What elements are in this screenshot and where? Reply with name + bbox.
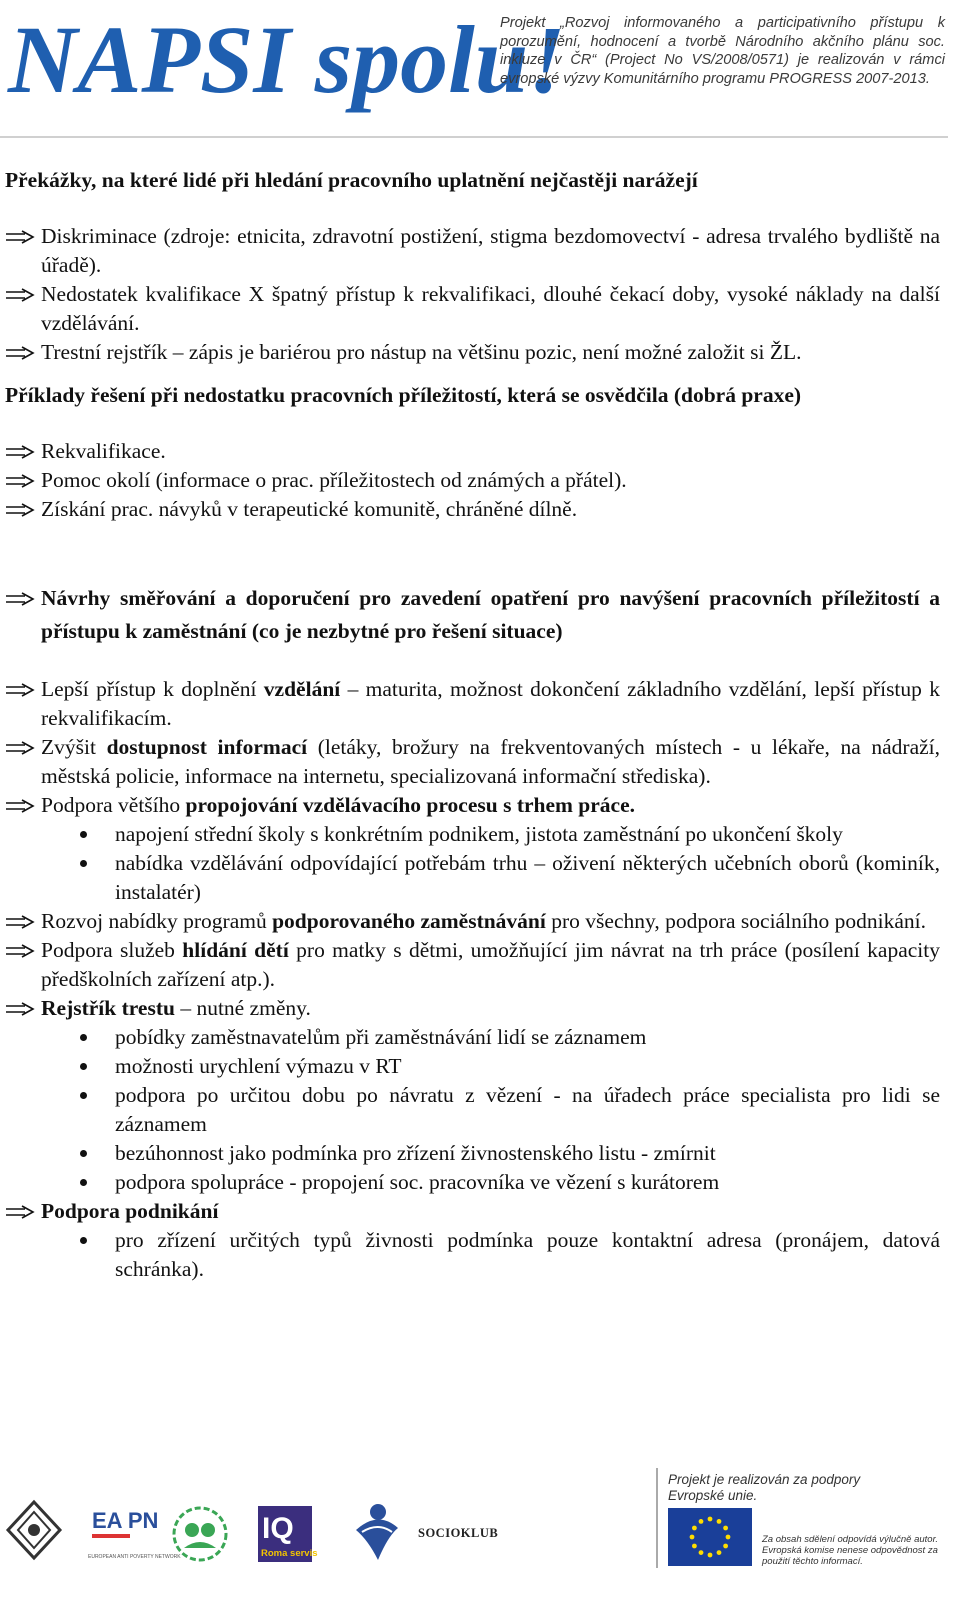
- eu-star: [708, 1553, 713, 1558]
- section-heading-obstacles: Překážky, na které lidé při hledání pracovního uplatnění nejčastěji narážejí: [5, 168, 698, 192]
- sub-list-item-text: možnosti urychlení výmazu v RT: [115, 1054, 402, 1078]
- sub-list-item: [5, 849, 940, 907]
- emphasis: hlídání dětí: [182, 938, 289, 962]
- list-item-text: Lepší přístup k doplnění: [41, 677, 264, 701]
- arrow-right-icon: [5, 994, 35, 1023]
- napsi-spolu-logo: [2, 0, 566, 125]
- list-item-text: Zvýšit: [41, 735, 107, 759]
- eapn-logo-icon: [88, 1504, 181, 1562]
- list-item-text: Rekvalifikace.: [41, 439, 166, 463]
- arrow-right-icon: [5, 936, 35, 965]
- arrow-right-icon: [5, 280, 35, 309]
- arrow-right-icon: [5, 675, 35, 704]
- eu-star: [692, 1526, 697, 1531]
- emphasis: vzdělání: [263, 677, 341, 701]
- eu-flag-icon: [668, 1508, 752, 1566]
- eu-disclaimer: Za obsah sdělení odpovídá výlučně autor. Evropská komise nenese odpovědnost za použití těchto informací.: [762, 1534, 939, 1567]
- section-heading-text: Návrhy směřování a doporučení pro zavedení opatření pro navýšení pracovních příležitostí a přístupu k zaměstnání (co je nezbytné pro řešení situace): [41, 586, 940, 643]
- emphasis: propojování vzdělávacího procesu s trhem práce.: [185, 793, 636, 817]
- sub-list-item-text: bezúhonnost jako podmínka pro zřízení živnostenského listu - zmírnit: [115, 1141, 716, 1165]
- emphasis: Rejstřík trestu: [41, 996, 175, 1020]
- list-item: [5, 437, 940, 466]
- arrow-right-icon: [5, 1197, 35, 1226]
- list-item-text: Podpora služeb: [41, 938, 183, 962]
- partner-logo-figure: [348, 1500, 404, 1564]
- napsi-spolu-logo-graphic: [2, 0, 566, 125]
- list-item: [5, 222, 940, 280]
- list-item: [5, 338, 940, 367]
- list-item-text: Pomoc okolí (informace o prac. příležitostech od známých a přátel).: [41, 468, 627, 492]
- list-item-information: [5, 733, 940, 791]
- eu-star: [723, 1544, 728, 1549]
- list-item-text: Získání prac. návyků v terapeutické komunitě, chráněné dílně.: [41, 497, 578, 521]
- partner-logo-eapn: [88, 1504, 181, 1562]
- sub-list-item-text: podpora po určitou dobu po návratu z vězení - na úřadech práce specialista pro lidi se záznamem: [115, 1083, 940, 1136]
- figure-logo-icon: [348, 1500, 404, 1564]
- page-footer: [0, 1460, 960, 1597]
- bullet-icon: [80, 1179, 87, 1186]
- eu-support-block: [656, 1468, 948, 1568]
- eu-support-title: Projekt je realizován za podpory Evropské unie.: [668, 1472, 861, 1503]
- sub-list-item: [5, 1168, 940, 1197]
- list-item-entrepreneurship: [5, 1197, 940, 1226]
- list-item-text: Diskriminace (zdroje: etnicita, zdravotní postižení, stigma bezdomovectví - adresa trvalého bydliště na úřadě).: [41, 224, 940, 277]
- list-item: [5, 280, 940, 338]
- arrow-right-icon: [5, 733, 35, 762]
- header-divider: [0, 136, 948, 138]
- list-item-text: pro matky s dětmi, umožňující jim návrat na trh práce (posílení kapacity předškolních zařízení atp.).: [41, 938, 941, 991]
- eapn-subtitle: EUROPEAN ANTI POVERTY NETWORK: [88, 1554, 181, 1560]
- arrow-right-icon: [5, 437, 35, 466]
- list-item-supported-employment: [5, 907, 940, 936]
- sub-list-item: [5, 1139, 940, 1168]
- arrow-right-icon: [5, 582, 35, 611]
- bullet-icon: [80, 1092, 87, 1099]
- eu-star: [692, 1544, 697, 1549]
- section-heading-recommendations: [5, 582, 940, 648]
- eu-star: [726, 1535, 731, 1540]
- arrow-right-icon: [5, 791, 35, 820]
- page-header: [0, 0, 960, 140]
- eu-star: [717, 1519, 722, 1524]
- list-item-text: Nedostatek kvalifikace X špatný přístup k rekvalifikaci, dlouhé čekací doby, vysoké náklady na další vzdělávání.: [41, 282, 940, 335]
- iq-lettering: IQ: [262, 1512, 294, 1545]
- iq-roma-logo-icon: [256, 1502, 318, 1564]
- sub-list-item: [5, 1226, 940, 1284]
- list-item-text: Rozvoj nabídky programů: [41, 909, 273, 933]
- sub-list-item-text: napojení střední školy s konkrétním podnikem, jistota zaměstnání po ukončení školy: [115, 822, 843, 846]
- emphasis: Podpora podnikání: [41, 1199, 219, 1223]
- list-item-childcare: [5, 936, 940, 994]
- list-item-text: – nutné změny.: [174, 996, 311, 1020]
- bullet-icon: [80, 1237, 87, 1244]
- list-item-text: Podpora většího: [41, 793, 186, 817]
- list-item: [5, 495, 940, 524]
- eapn-lettering: EA PN: [92, 1508, 159, 1533]
- sub-list-item: [5, 1081, 940, 1139]
- list-item: [5, 466, 940, 495]
- logo-lettering: NAPSI spolu!: [8, 6, 566, 113]
- sub-list-item: [5, 1023, 940, 1052]
- socioklub-logo: SOCIOKLUB: [418, 1526, 499, 1540]
- bullet-icon: [80, 1034, 87, 1041]
- partner-logo-green: [172, 1506, 228, 1562]
- partner-logo-diamond: [6, 1500, 62, 1560]
- list-item-text: Trestní rejstřík – zápis je bariérou pro nástup na většinu pozic, není možné založit si ŽL.: [41, 340, 802, 364]
- arrow-right-icon: [5, 338, 35, 367]
- sub-list-item: [5, 820, 940, 849]
- eu-star: [717, 1550, 722, 1555]
- emphasis: podporovaného zaměstnávání: [272, 909, 546, 933]
- arrow-right-icon: [5, 495, 35, 524]
- sub-list-item: [5, 1052, 940, 1081]
- sub-list-item-text: pro zřízení určitých typů živnosti podmínka pouze kontaktní adresa (pronájem, datová schránka).: [115, 1228, 940, 1281]
- list-item-criminal-record: [5, 994, 940, 1023]
- project-description: Projekt „Rozvoj informovaného a participativního přístupu k porozumění, hodnocení a tvorbě Národního akčního plánu soc. inkluze v ČR“ (Project No VS/2008/0571) je realizován v rámci evropské výzvy Komunitárního programu PROGRESS 2007-2013.: [500, 15, 945, 87]
- eu-stars-icon: [668, 1508, 752, 1566]
- diamond-logo-icon: [6, 1500, 62, 1560]
- sub-list-item-text: nabídka vzdělávání odpovídající potřebám trhu – oživení některých učebních oborů (kominík, instalatér): [115, 851, 940, 904]
- list-item-text: pro všechny, podpora sociálního podnikání.: [545, 909, 927, 933]
- bullet-icon: [80, 831, 87, 838]
- eu-star: [699, 1519, 704, 1524]
- arrow-right-icon: [5, 907, 35, 936]
- list-item-education-labour: [5, 791, 940, 820]
- document-body: [5, 166, 940, 1284]
- eu-star: [690, 1535, 695, 1540]
- eu-star: [708, 1517, 713, 1522]
- sub-list-item-text: podpora spolupráce - propojení soc. pracovníka ve vězení s kurátorem: [115, 1170, 720, 1194]
- list-item-text: – maturita, možnost dokončení základního vzdělání, lepší přístup k rekvalifikacím.: [41, 677, 940, 730]
- list-item-education: [5, 675, 940, 733]
- bullet-icon: [80, 860, 87, 867]
- arrow-right-icon: [5, 466, 35, 495]
- sub-list-item-text: pobídky zaměstnavatelům při zaměstnávání lidí se záznamem: [115, 1025, 647, 1049]
- bullet-icon: [80, 1150, 87, 1157]
- green-circle-logo-icon: [172, 1506, 228, 1562]
- roma-servis-lettering: Roma servis: [261, 1548, 318, 1559]
- partner-logo-iq-roma: [256, 1502, 318, 1564]
- bullet-icon: [80, 1063, 87, 1070]
- eu-star: [723, 1526, 728, 1531]
- emphasis: dostupnost informací: [106, 735, 308, 759]
- eu-star: [699, 1550, 704, 1555]
- list-item-text: (letáky, brožury na frekventovaných místech - u lékaře, na nádraží, městská policie, informace na internetu, specializovaná informační střediska).: [41, 735, 940, 788]
- section-heading-good-practice: Příklady řešení při nedostatku pracovních příležitostí, která se osvědčila (dobrá praxe): [5, 383, 802, 407]
- arrow-right-icon: [5, 222, 35, 251]
